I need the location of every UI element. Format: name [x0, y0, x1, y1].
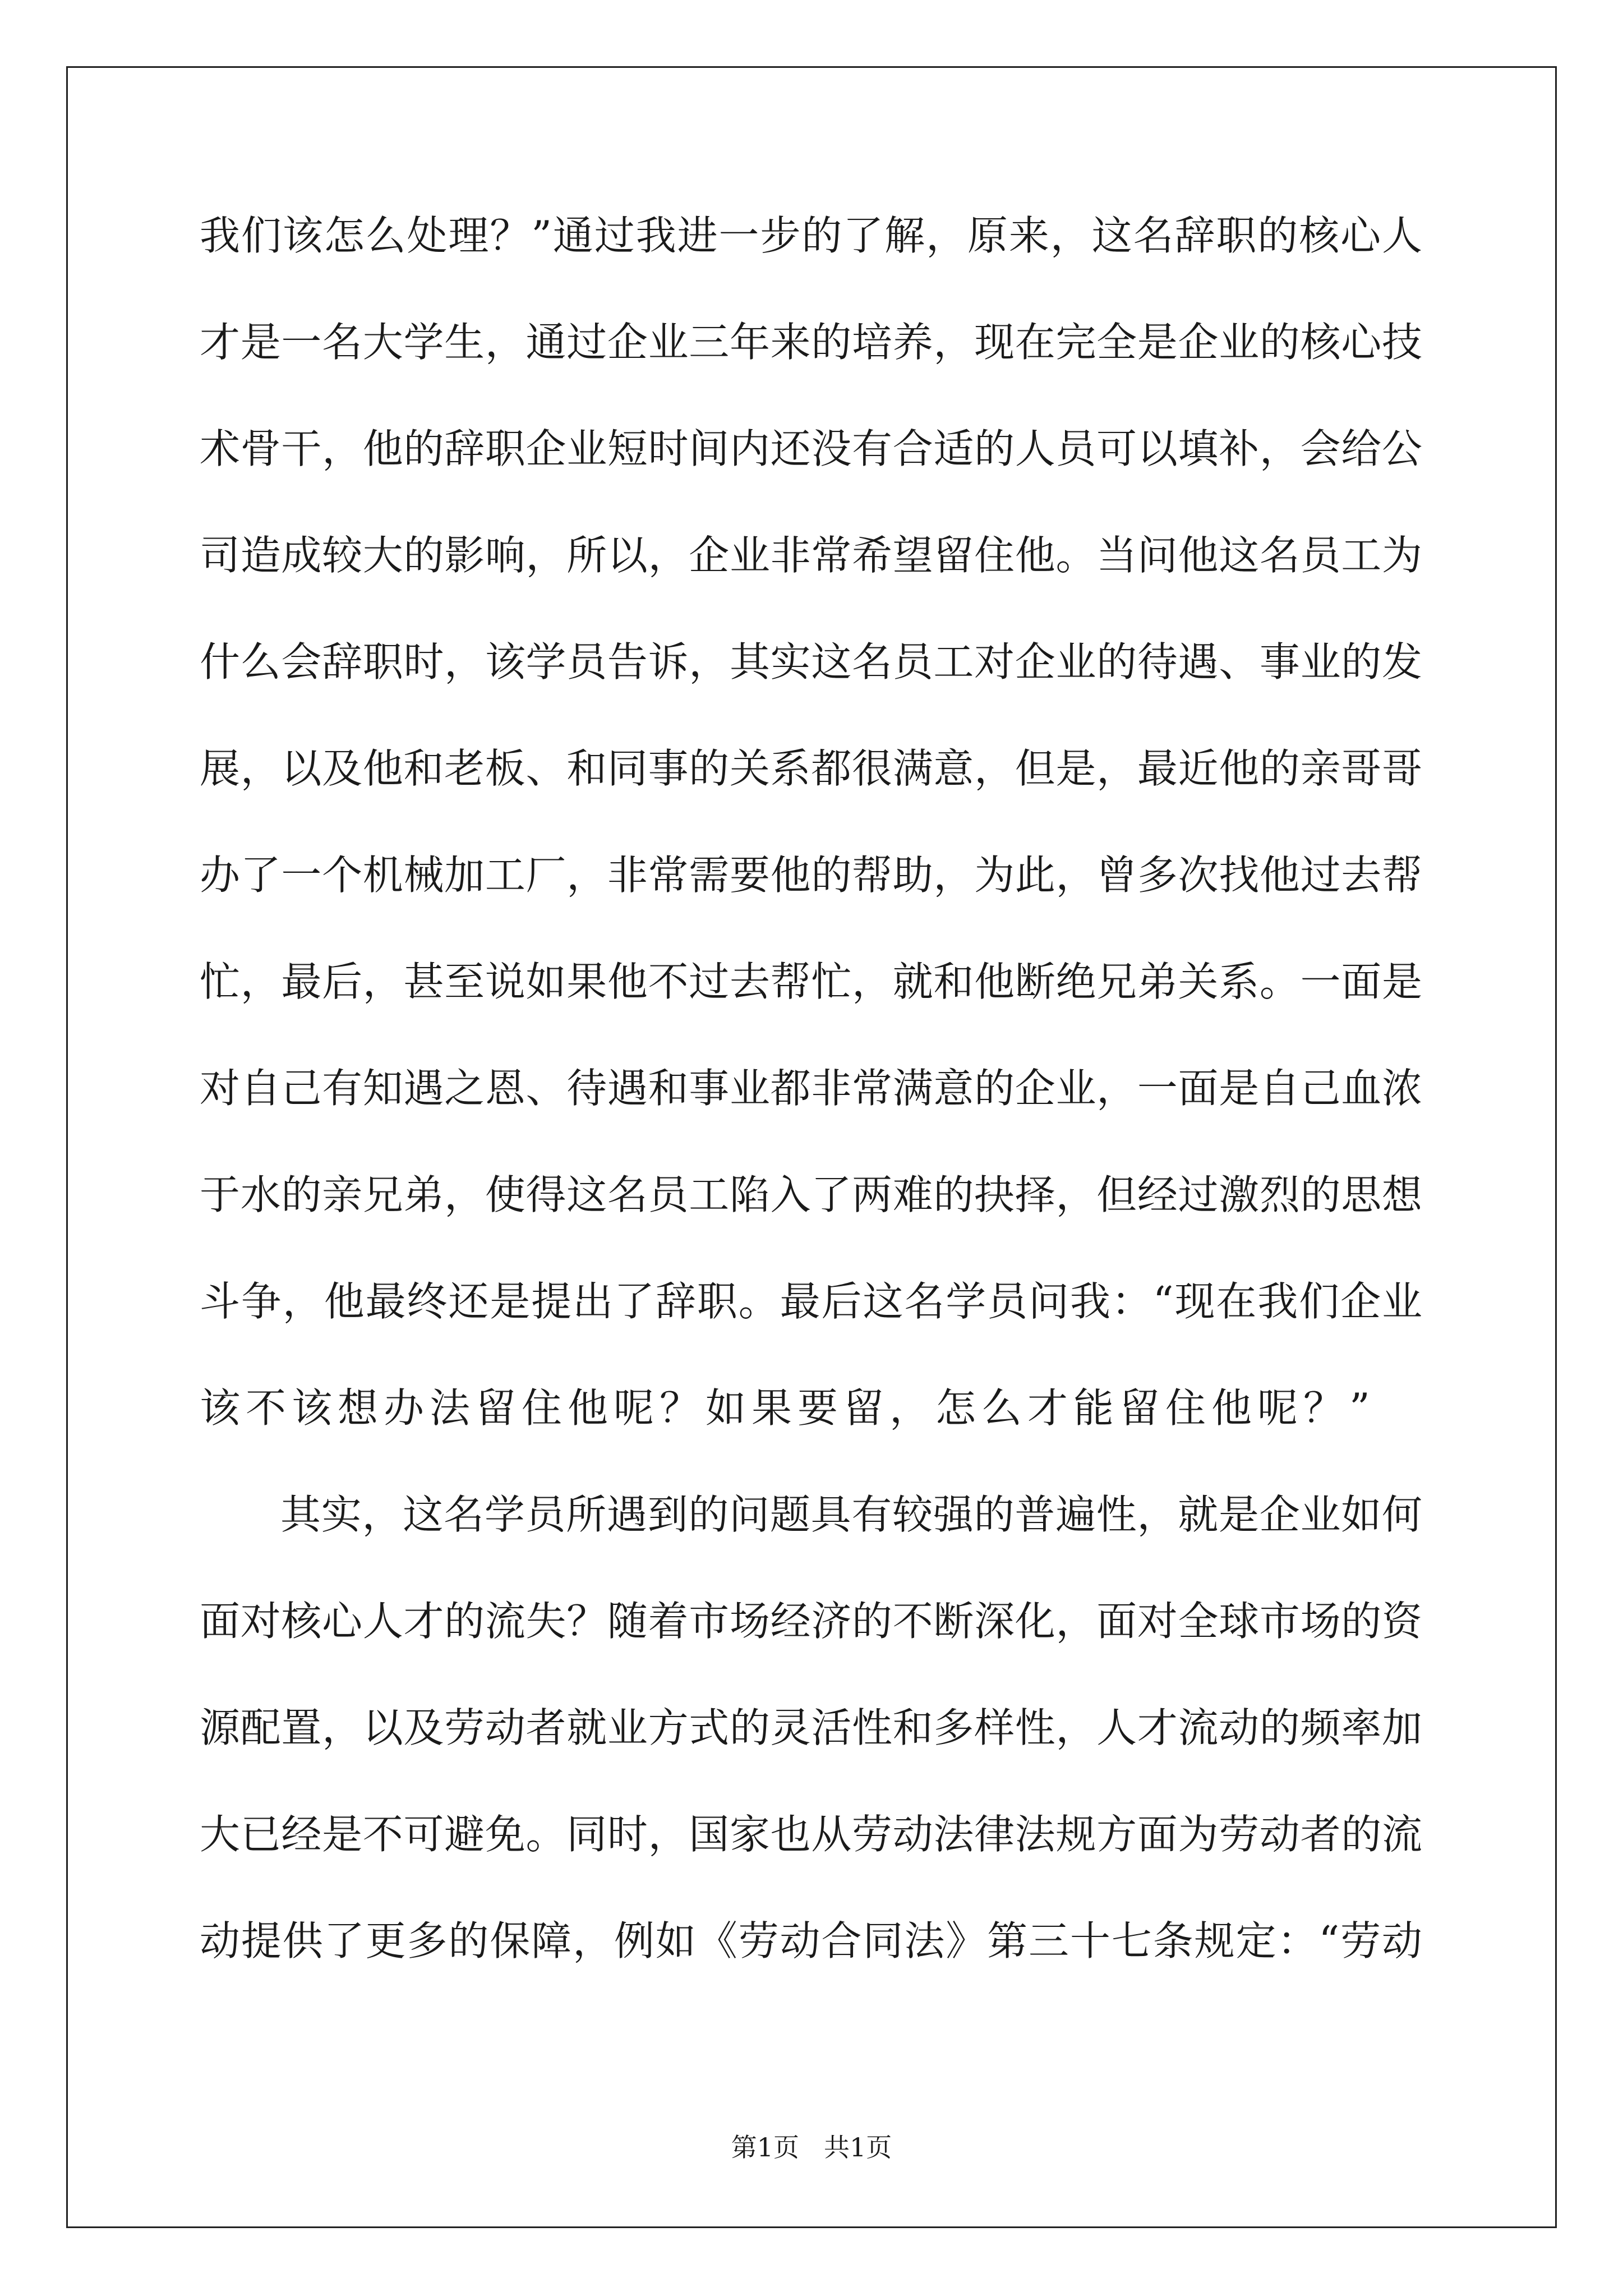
text-line: 术骨干，他的辞职企业短时间内还没有合适的人员可以填补，会给公 [200, 425, 1422, 472]
text-line: 大已经是不可避免。同时，国家也从劳动法律法规方面为劳动者的流 [200, 1811, 1422, 1858]
text-line: 才是一名大学生，通过企业三年来的培养，现在完全是企业的核心技 [200, 319, 1422, 366]
text-line: 面对核心人才的流失？随着市场经济的不断深化，面对全球市场的资 [200, 1598, 1422, 1645]
text-line: 该不该想办法留住他呢？如果要留，怎么才能留住他呢？” [200, 1384, 1376, 1432]
text-line: 我们该怎么处理？”通过我进一步的了解，原来，这名辞职的核心人 [200, 212, 1422, 259]
text-line: 源配置，以及劳动者就业方式的灵活性和多样性，人才流动的频率加 [200, 1704, 1422, 1751]
text-line: 其实，这名学员所遇到的问题具有较强的普遍性，就是企业如何 [280, 1491, 1422, 1538]
page-number: 第1页 [731, 2132, 800, 2162]
text-line: 对自己有知遇之恩、待遇和事业都非常满意的企业，一面是自己血浓 [200, 1065, 1422, 1112]
text-line: 于水的亲兄弟，使得这名员工陷入了两难的抉择，但经过激烈的思想 [200, 1171, 1422, 1218]
text-line: 展，以及他和老板、和同事的关系都很满意，但是，最近他的亲哥哥 [200, 745, 1422, 792]
text-line: 动提供了更多的保障，例如《劳动合同法》第三十七条规定：“劳动 [200, 1917, 1422, 1964]
text-line: 忙，最后，甚至说如果他不过去帮忙，就和他断绝兄弟关系。一面是 [200, 958, 1422, 1005]
text-line: 斗争，他最终还是提出了辞职。最后这名学员问我：“现在我们企业 [200, 1278, 1422, 1325]
text-line: 什么会辞职时，该学员告诉，其实这名员工对企业的待遇、事业的发 [200, 638, 1422, 685]
text-line: 司造成较大的影响，所以，企业非常希望留住他。当问他这名员工为 [200, 532, 1422, 579]
text-line: 办了一个机械加工厂，非常需要他的帮助，为此，曾多次找他过去帮 [200, 852, 1422, 899]
document-body [200, 213, 1422, 2025]
page-footer [0, 2132, 1623, 2163]
page-total: 共1页 [823, 2132, 892, 2162]
